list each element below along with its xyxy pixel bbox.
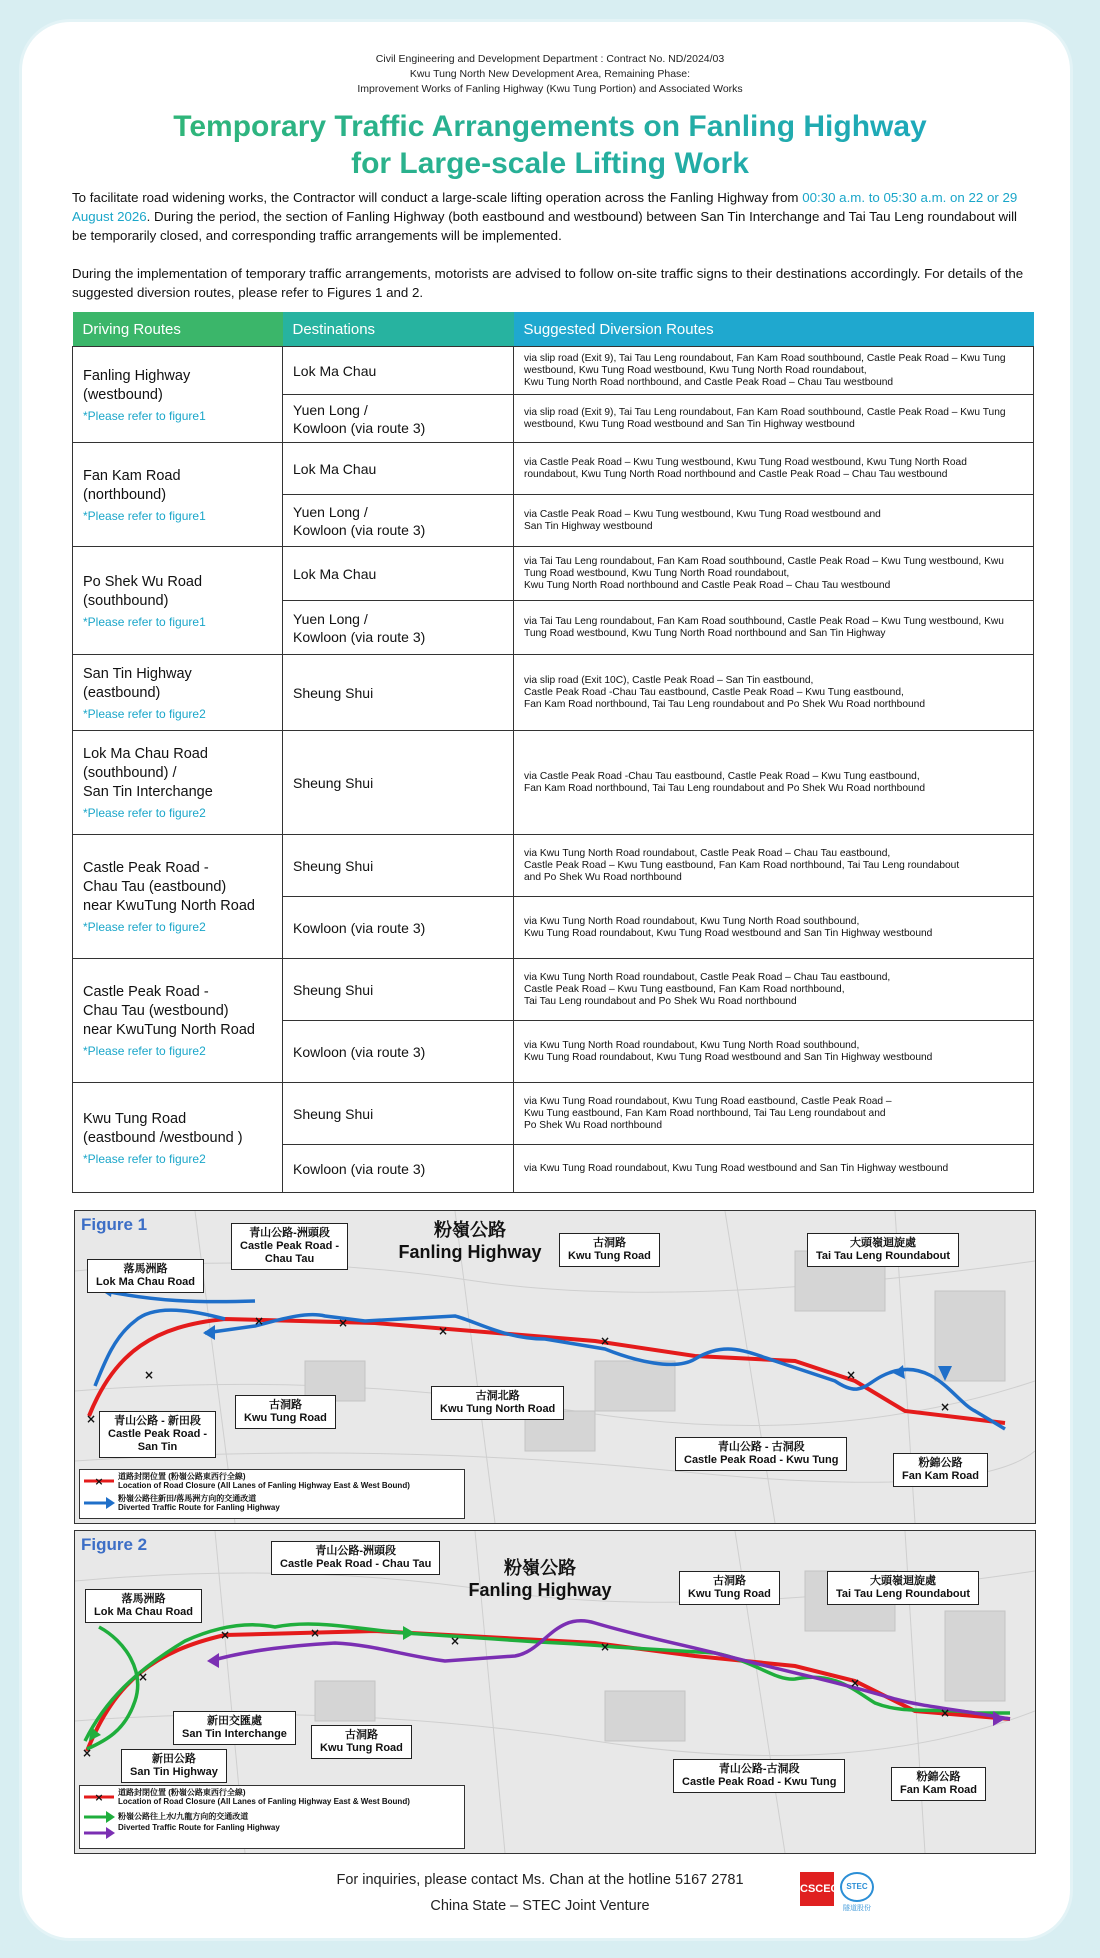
destination-line: Sheung Shui [293,774,374,791]
label-san-tin-interchange [173,1711,296,1745]
legend-closure-icon [82,1787,116,1807]
svg-text:×: × [81,1746,93,1760]
table-header-row [73,312,1034,347]
diversion-route-line: via Castle Peak Road – Kwu Tung westbound, Kwu Tung Road westbound and [524,508,881,520]
figure-reference: *Please refer to figure2 [83,706,206,721]
diversion-route-cell [514,1145,1034,1193]
destination-cell [283,655,514,731]
diversion-route-line: Kwu Tung North Road northbound, and Castle Peak Road – Chau Tau westbound [524,376,894,388]
diversion-route-line: Kwu Tung Road roundabout, Kwu Tung Road westbound and San Tin Highway westbound [524,927,933,939]
diversion-route-line: Kwu Tung eastbound, Fan Kam Road northbound, Tai Tau Leng roundabout and [524,1107,886,1119]
legend-zh: 道路封閉位置 (粉嶺公路東西行全線) [118,1472,246,1481]
legend-en: Diverted Traffic Route for Fanling Highway [118,1503,280,1512]
destination-line: Sheung Shui [293,684,374,701]
label-en: Lok Ma Chau Road [94,1606,194,1618]
driving-route-line: (southbound) [83,592,169,609]
legend-closure-text [118,1788,410,1806]
label-zh: 古洞路 [592,1237,626,1249]
label-en: Lok Ma Chau Road [96,1276,196,1288]
diversion-route-line: Castle Peak Road – Kwu Tung eastbound, Fan Kam Road northbound, Tai Tau Leng roundabout [524,859,960,871]
destination-cell [283,1083,514,1145]
diversion-route-line: Fan Kam Road northbound, Tai Tau Leng roundabout and Po Shek Wu Road northbound [524,698,925,710]
diversion-route-line: San Tin Highway westbound [524,520,653,532]
works-line: Improvement Works of Fanling Highway (Kwu Tung Portion) and Associated Works [357,83,743,95]
svg-text:×: × [85,1412,97,1426]
diversion-table [72,312,1034,1193]
diversion-route-cell [514,959,1034,1021]
contractor-name: China State – STEC Joint Venture [430,1898,650,1914]
driving-route-line: Chau Tau (eastbound) [83,879,227,895]
driving-route-name [83,745,272,802]
diversion-route-cell [514,835,1034,897]
legend-zh: 粉嶺公路往新田/落馬洲方向的交通改道 [118,1494,257,1503]
destination-line: Lok Ma Chau [293,460,377,477]
diversion-route-cell [514,547,1034,601]
driving-route-line: (northbound) [83,486,167,503]
driving-route-line: near KwuTung North Road [83,1022,255,1038]
label-zh: 青山公路 - 新田段 [114,1415,201,1427]
driving-route-name [83,1110,272,1148]
svg-text:×: × [137,1670,149,1684]
label-zh: 粉錦公路 [918,1457,963,1469]
destination-cell [283,835,514,897]
diversion-route-cell [514,655,1034,731]
diversion-route-cell [514,443,1034,495]
label-zh: 古洞北路 [475,1390,520,1402]
svg-text:×: × [143,1368,155,1382]
figure-1-map [74,1210,1036,1524]
driving-route-cell [73,443,283,547]
svg-text:×: × [219,1628,231,1642]
driving-route-line: near KwuTung North Road [83,898,255,914]
svg-text:×: × [939,1400,951,1414]
label-tai-tau-leng-roundabout [807,1233,959,1267]
label-zh: 青山公路 - 古洞段 [717,1441,805,1453]
label-en: Tai Tau Leng Roundabout [816,1250,951,1262]
diversion-route-line: via Castle Peak Road – Kwu Tung westbound, Kwu Tung Road westbound, Kwu Tung North Road roundabout, Kwu Tung North Road northbound and Castle Peak Road – Chau Tau westbound [524,456,967,480]
label-fan-kam-road [893,1453,988,1487]
destination-line: Sheung Shui [293,857,374,874]
figure-reference: *Please refer to figure2 [83,920,206,934]
label-lok-ma-chau-road [87,1259,204,1293]
driving-route-line: San Tin Highway [83,665,192,682]
label-zh: 新田公路 [151,1753,196,1765]
legend-route [80,1808,464,1844]
label-zh: 粉錦公路 [916,1771,961,1783]
diversion-route-line: Castle Peak Road – Kwu Tung eastbound, Fan Kam Road northbound, [524,983,845,995]
svg-text:×: × [437,1324,449,1338]
page-title [0,108,1100,182]
driving-route-line: Lok Ma Chau Road [83,746,208,762]
legend-route-arrow-icon [82,1809,116,1843]
label-zh: 古洞路 [344,1729,378,1741]
highway-name-en: Fanling Highway [398,1242,542,1262]
intro-text: To facilitate road widening works, the Contractor will conduct a large-scale lifting operation across the Fanling Highway from [72,190,803,205]
destination-line: Sheung Shui [293,1105,374,1122]
figure-reference: *Please refer to figure1 [83,614,206,629]
label-en: Castle Peak Road - Kwu Tung [684,1454,839,1466]
driving-route-name [83,467,272,505]
figure-reference: *Please refer to figure2 [83,1044,206,1058]
label-en: Fan Kam Road [900,1784,978,1796]
label-zh: 大頭嶺迴旋處 [850,1237,917,1249]
destination-cell [283,1021,514,1083]
label-zh: 青山公路-古洞段 [718,1763,800,1775]
destination-line: Yuen Long / [293,503,368,520]
diversion-route-cell [514,601,1034,655]
legend-closure [80,1786,464,1808]
label-en: Castle Peak Road - [240,1240,340,1252]
driving-route-cell [73,547,283,655]
destination-line: Kowloon (via route 3) [293,419,426,436]
legend-en: Diverted Traffic Route for Fanling Highway [118,1823,280,1832]
driving-route-line: Fanling Highway [83,367,191,384]
destination-line: Sheung Shui [293,981,374,998]
diversion-route-line: via Tai Tau Leng roundabout, Fan Kam Road southbound, Castle Peak Road – Kwu Tung westbound, Kwu Tung Road westbound, Kwu Tung North Road northbound and San Tin Highway [524,615,1004,639]
figure-reference: *Please refer to figure2 [83,806,206,820]
diversion-route-line: via slip road (Exit 10C), Castle Peak Road – San Tin eastbound, [524,674,814,686]
label-en: Kwu Tung North Road [440,1403,556,1415]
destination-cell [283,959,514,1021]
label-lok-ma-chau-road [85,1589,202,1623]
driving-route-line: Kwu Tung Road [83,1110,187,1127]
diversion-route-line: Castle Peak Road -Chau Tau eastbound, Castle Peak Road – Kwu Tung eastbound, [524,686,904,698]
diversion-route-cell [514,1083,1034,1145]
figure-reference: *Please refer to figure1 [83,508,206,523]
destination-line: Kowloon (via route 3) [293,1160,426,1177]
label-en: San Tin Highway [130,1766,218,1778]
svg-text:×: × [309,1626,321,1640]
diversion-route-line: via Castle Peak Road -Chau Tau eastbound, Castle Peak Road – Kwu Tung eastbound, [524,770,920,782]
diversion-route-cell [514,1021,1034,1083]
intro-text: . During the period, the section of Fanling Highway (both eastbound and westbound) between San Tin Interchange and Tai Tau Leng roundabout will be temporarily closed, and corresponding traffic arrangements will be implemented. [72,209,1017,243]
diversion-route-cell [514,347,1034,395]
svg-text:×: × [94,1791,104,1804]
project-line: Kwu Tung North New Development Area, Remaining Phase: [409,68,691,80]
destination-line: Kowloon (via route 3) [293,521,426,538]
destination-line: Kowloon (via route 3) [293,919,426,936]
legend-en: Location of Road Closure (All Lanes of Fanling Highway East & West Bound) [118,1797,410,1806]
label-zh: 落馬洲路 [121,1593,166,1605]
figure-1-highway-name [375,1219,565,1263]
legend-closure-icon [82,1471,116,1491]
svg-text:×: × [845,1368,857,1382]
table-row [73,731,1034,835]
destination-line: Lok Ma Chau [293,565,377,582]
diversion-route-line: via Kwu Tung Road roundabout, Kwu Tung Road eastbound, Castle Peak Road – [524,1095,892,1107]
label-castle-peak-road-chau-tau [271,1541,440,1575]
table-row [73,547,1034,601]
destination-cell [283,1145,514,1193]
title-line-1: Temporary Traffic Arrangements on Fanling Highway [173,110,927,143]
driving-route-line: (eastbound) [83,684,161,701]
destination-cell [283,897,514,959]
driving-route-line: Castle Peak Road - [83,860,209,876]
legend-closure [80,1470,464,1492]
diversion-route-line: via Tai Tau Leng roundabout, Fan Kam Road southbound, Castle Peak Road – Kwu Tung westbound, Kwu Tung Road westbound, Kwu Tung North Road roundabout, [524,555,1004,579]
header-driving-routes: Driving Routes [73,312,283,347]
driving-route-cell [73,959,283,1083]
intro-paragraph-2: During the implementation of temporary traffic arrangements, motorists are advised to follow on-site traffic signs to their destinations accordingly. For details of the suggested diversion routes, please refer to Figures 1 and 2. [72,266,1024,300]
legend-route-text [118,1812,280,1832]
legend-closure-text [118,1472,410,1490]
diversion-route-line: and Po Shek Wu Road northbound [524,871,682,883]
destination-line: Kowloon (via route 3) [293,1043,426,1060]
label-castle-peak-road-kwu-tung [673,1759,845,1793]
diversion-route-cell [514,395,1034,443]
header-diversion-routes: Suggested Diversion Routes [514,312,1034,347]
stec-logo: STEC [840,1872,874,1902]
driving-route-cell [73,655,283,731]
label-zh: 青山公路-洲頭段 [315,1545,397,1557]
svg-text:×: × [939,1706,951,1720]
legend-route-arrow-icon [82,1493,116,1513]
diversion-route-line: via slip road (Exit 9), Tai Tau Leng roundabout, Fan Kam Road southbound, Castle Peak Road – Kwu Tung westbound, Kwu Tung Road westbound, Kwu Tung North Road roundabout, [524,352,1006,376]
svg-text:×: × [449,1634,461,1648]
driving-route-cell [73,1083,283,1193]
table-row [73,1083,1034,1145]
diversion-route-line: Kwu Tung North Road northbound and Castle Peak Road – Chau Tau westbound [524,579,891,591]
diversion-route-cell [514,731,1034,835]
driving-route-line: Castle Peak Road - [83,984,209,1000]
label-en: Kwu Tung Road [688,1588,771,1600]
driving-route-name [83,573,272,611]
contract-line: Civil Engineering and Development Department : Contract No. ND/2024/03 [375,53,725,65]
label-zh: 古洞路 [268,1399,302,1411]
legend-route [80,1492,464,1514]
destination-line: Yuen Long / [293,401,368,418]
label-castle-peak-road-san-tin [99,1411,216,1458]
label-en: San Tin [137,1441,178,1453]
figure-2-map [74,1530,1036,1854]
driving-route-line: (southbound) / [83,765,177,781]
highway-name-en: Fanling Highway [468,1580,612,1600]
figure-reference: *Please refer to figure2 [83,1151,206,1166]
figure-2-legend [79,1785,465,1849]
inquiry-hotline: For inquiries, please contact Ms. Chan at the hotline 5167 2781 [336,1872,744,1888]
destination-cell [283,443,514,495]
label-en: Castle Peak Road - Chau Tau [280,1558,432,1570]
driving-route-cell [73,347,283,443]
legend-en: Location of Road Closure (All Lanes of Fanling Highway East & West Bound) [118,1481,410,1490]
label-san-tin-highway [121,1749,227,1783]
highway-name-zh: 粉嶺公路 [434,1220,506,1240]
figure-reference: *Please refer to figure1 [83,408,206,423]
label-en: Kwu Tung Road [568,1250,651,1262]
driving-route-line: Fan Kam Road [83,467,181,484]
table-row [73,655,1034,731]
label-zh: 大頭嶺迴旋處 [870,1575,937,1587]
driving-route-line: Chau Tau (westbound) [83,1003,229,1019]
label-zh: 古洞路 [712,1575,746,1587]
title-line-2: for Large-scale Lifting Work [351,147,749,180]
diversion-route-line: Fan Kam Road northbound, Tai Tau Leng roundabout and Po Shek Wu Road northbound [524,782,925,794]
legend-zh: 粉嶺公路往上水/九龍方向的交通改道 [118,1812,249,1821]
label-en: Tai Tau Leng Roundabout [836,1588,971,1600]
label-en: Castle Peak Road - Kwu Tung [682,1776,837,1788]
label-en: Fan Kam Road [902,1470,980,1482]
figure-1-legend [79,1469,465,1519]
label-zh: 青山公路-洲頭段 [249,1227,330,1239]
label-en: Kwu Tung Road [320,1742,403,1754]
label-en: Castle Peak Road - [108,1428,208,1440]
destination-line: Lok Ma Chau [293,362,377,379]
diversion-route-cell [514,897,1034,959]
svg-text:×: × [337,1316,349,1330]
svg-text:×: × [849,1676,861,1690]
label-fan-kam-road [891,1767,986,1801]
diversion-route-line: Po Shek Wu Road northbound [524,1119,663,1131]
destination-cell [283,547,514,601]
driving-route-line: (eastbound /westbound ) [83,1129,243,1146]
contract-header [0,52,1100,97]
highway-name-zh: 粉嶺公路 [504,1558,576,1578]
label-kwu-tung-road-south [235,1395,336,1429]
driving-route-line: Po Shek Wu Road [83,573,203,590]
svg-text:×: × [94,1475,104,1488]
label-zh: 落馬洲路 [123,1263,168,1275]
label-en: San Tin Interchange [182,1728,287,1740]
diversion-route-line: via Kwu Tung North Road roundabout, Castle Peak Road – Chau Tau eastbound, [524,971,891,983]
diversion-route-line: via Kwu Tung North Road roundabout, Kwu Tung North Road southbound, [524,1039,860,1051]
driving-route-name [83,367,272,405]
driving-route-line: San Tin Interchange [83,784,213,800]
svg-text:×: × [599,1640,611,1654]
table-row [73,959,1034,1021]
driving-route-cell [73,835,283,959]
label-kwu-tung-road [679,1571,780,1605]
label-tai-tau-leng-roundabout [827,1571,979,1605]
diversion-route-cell [514,495,1034,547]
destination-line: Yuen Long / [293,610,368,627]
label-zh: 新田交匯處 [206,1715,262,1727]
destination-cell [283,395,514,443]
table-row [73,835,1034,897]
diversion-route-line: via Kwu Tung North Road roundabout, Castle Peak Road – Chau Tau eastbound, [524,847,891,859]
label-en: Kwu Tung Road [244,1412,327,1424]
legend-zh: 道路封閉位置 (粉嶺公路東西行全線) [118,1788,246,1797]
driving-route-name [83,983,272,1040]
label-kwu-tung-road-south [311,1725,412,1759]
label-kwu-tung-north-road [431,1386,564,1420]
driving-route-line: (westbound) [83,386,163,403]
stec-logo-caption: 隧道股份 [843,1905,871,1912]
table-row [73,347,1034,395]
destination-line: Kowloon (via route 3) [293,628,426,645]
destination-cell [283,495,514,547]
diversion-route-line: Kwu Tung Road roundabout, Kwu Tung Road westbound and San Tin Highway westbound [524,1051,933,1063]
svg-text:×: × [599,1334,611,1348]
diversion-route-line: Tai Tau Leng roundabout and Po Shek Wu Road northbound [524,995,797,1007]
closure-time: 00:30 a.m. to 05:30 a.m. on 22 or 29 August 2026 [72,190,1018,224]
driving-route-name [83,665,272,703]
label-en: Chau Tau [264,1253,315,1265]
table-row [73,443,1034,495]
figure-2-highway-name [445,1557,635,1601]
figure-1-title: Figure 1 [81,1215,148,1234]
svg-text:×: × [253,1314,265,1328]
legend-route-text [118,1494,280,1512]
label-castle-peak-road-kwu-tung [675,1437,847,1471]
destination-cell [283,347,514,395]
driving-route-name [83,859,272,916]
header-destinations: Destinations [283,312,514,347]
intro-paragraph-1 [72,188,1032,245]
driving-route-cell [73,731,283,835]
diversion-route-line: via Kwu Tung Road roundabout, Kwu Tung Road westbound and San Tin Highway westbound [524,1162,949,1174]
destination-cell [283,731,514,835]
figure-2-title: Figure 2 [81,1535,148,1554]
destination-cell [283,601,514,655]
diversion-route-line: via slip road (Exit 9), Tai Tau Leng roundabout, Fan Kam Road southbound, Castle Peak Road – Kwu Tung westbound, Kwu Tung Road westbound and San Tin Highway westbound [524,406,1006,430]
label-kwu-tung-road [559,1233,660,1267]
cscec-logo: CSCEC [800,1872,834,1906]
label-castle-peak-road-chau-tau [231,1223,348,1270]
diversion-route-line: via Kwu Tung North Road roundabout, Kwu Tung North Road southbound, [524,915,860,927]
